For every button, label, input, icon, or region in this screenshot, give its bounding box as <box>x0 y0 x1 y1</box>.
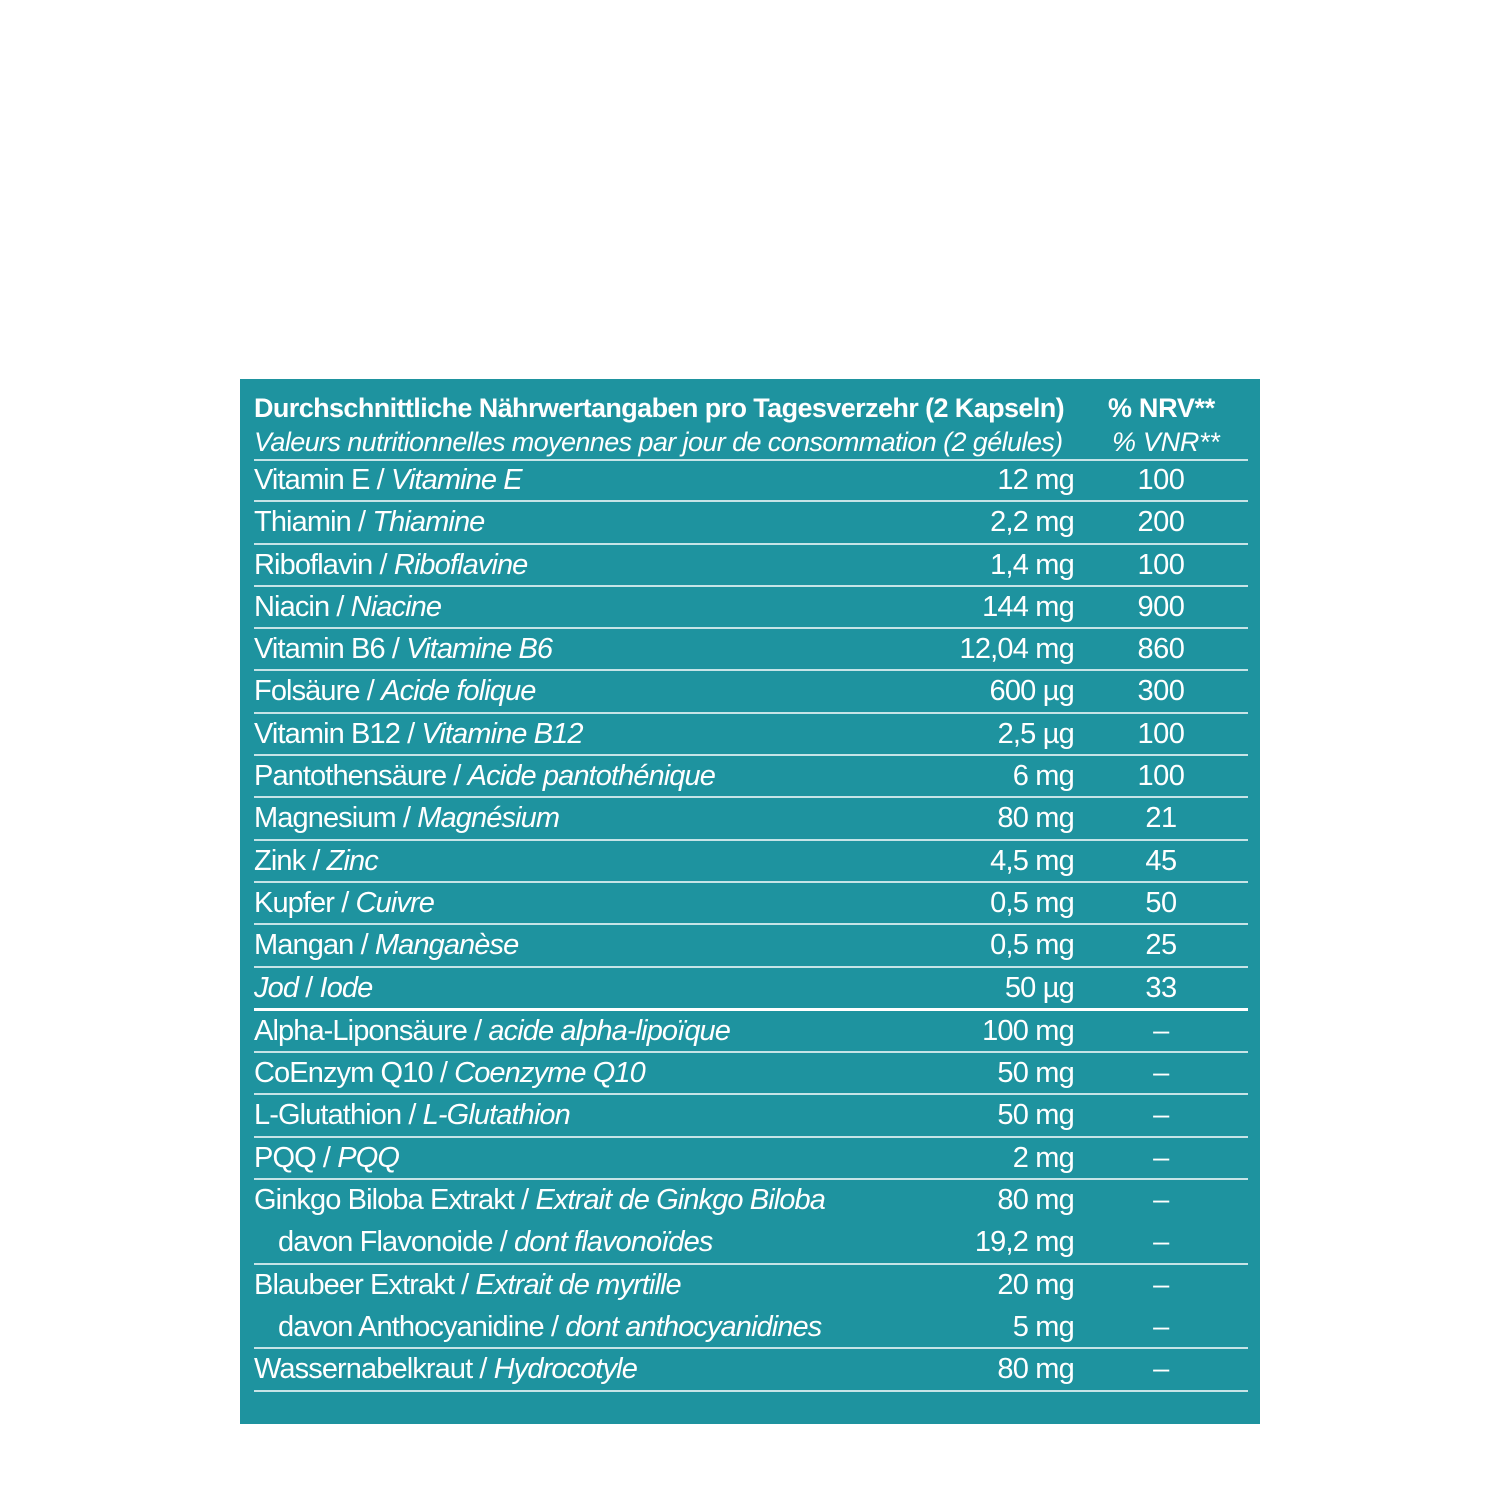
nutrient-nrv: – <box>1153 1184 1169 1217</box>
nutrient-name-fr: Coenzyme Q10 <box>454 1057 645 1090</box>
nutrient-label <box>254 506 484 539</box>
nutrient-name-de: Thiamin <box>254 506 351 539</box>
nutrient-name-de: Alpha-Liponsäure <box>254 1014 467 1047</box>
separator: / <box>472 1353 494 1386</box>
nutrient-name-fr: Riboflavine <box>393 548 528 581</box>
nutrient-amount: 19,2 mg <box>974 1226 1074 1259</box>
table-row <box>254 460 1248 502</box>
nutrient-amount: 4,5 mg <box>990 844 1074 877</box>
header-nrv-de: % NRV** <box>1108 393 1215 423</box>
separator: / <box>395 802 418 835</box>
nutrient-name-de: Folsäure <box>254 675 360 708</box>
nutrient-name-fr: Thiamine <box>372 506 485 539</box>
separator: / <box>446 760 468 793</box>
nutrient-amount: 80 mg <box>997 1184 1074 1217</box>
separator: / <box>384 633 407 666</box>
nutrient-amount: 6 mg <box>1012 760 1074 793</box>
table-row <box>254 1307 1248 1349</box>
nutrient-name-de: davon Flavonoide <box>278 1226 493 1259</box>
nutrient-label <box>254 929 518 962</box>
nutrient-amount: 50 µg <box>1004 971 1074 1004</box>
nutrient-name-fr: acide alpha-lipoïque <box>488 1014 731 1047</box>
table-row <box>254 883 1248 925</box>
nutrient-amount: 0,5 mg <box>990 929 1074 962</box>
table-row <box>254 925 1248 967</box>
nutrient-name-fr: Magnésium <box>417 802 560 835</box>
table-row <box>254 502 1248 544</box>
nutrient-nrv: – <box>1153 1268 1169 1301</box>
nutrient-name-fr: Vitamine E <box>390 464 522 496</box>
nutrient-label <box>254 1269 681 1302</box>
separator: / <box>401 1099 423 1132</box>
nutrient-amount: 600 µg <box>989 675 1074 708</box>
nutrient-amount: 80 mg <box>997 1353 1074 1386</box>
nutrient-name-fr: Vitamine B6 <box>406 633 553 666</box>
nutrient-name-fr: Acide pantothénique <box>467 760 715 793</box>
nutrient-nrv: – <box>1153 1099 1169 1132</box>
nutrient-nrv: 21 <box>1145 802 1177 835</box>
nutrient-nrv: 25 <box>1145 929 1177 962</box>
nutrient-nrv: 200 <box>1137 506 1185 539</box>
nutrient-nrv: – <box>1153 1014 1169 1047</box>
nutrient-amount: 50 mg <box>997 1099 1074 1132</box>
table-row <box>254 1180 1248 1222</box>
nutrient-amount: 2 mg <box>1012 1141 1074 1174</box>
table-header <box>254 389 1248 461</box>
header-title-de: Durchschnittliche Nährwertangaben pro Tagesverzehr (2 Kapseln) <box>254 393 1065 423</box>
nutrient-name-fr: Extrait de myrtille <box>475 1268 681 1301</box>
nutrient-amount: 100 mg <box>982 1014 1074 1047</box>
nutrient-name-fr: PQQ <box>337 1141 400 1174</box>
separator: / <box>399 717 422 750</box>
nutrient-nrv: 45 <box>1145 844 1177 877</box>
nutrient-nrv: 33 <box>1145 971 1177 1004</box>
nutrient-nrv: 100 <box>1137 464 1185 496</box>
nutrient-label <box>254 845 378 878</box>
header-nrv-fr: % VNR** <box>1112 427 1220 457</box>
nutrient-nrv: 300 <box>1137 675 1185 708</box>
nutrient-name-de: Vitamin B12 <box>254 717 400 750</box>
nutrient-nrv: 50 <box>1145 886 1177 919</box>
separator: / <box>329 590 351 623</box>
nutrient-name-fr: Manganèse <box>374 929 519 962</box>
separator: / <box>334 886 356 919</box>
nutrient-label <box>254 675 535 708</box>
nutrient-name-de: Niacin <box>254 590 330 623</box>
nutrient-name-de: Magnesium <box>254 802 396 835</box>
nutrient-name-fr: Zinc <box>326 844 378 877</box>
table-row <box>254 1222 1248 1264</box>
nutrient-name-de: Jod <box>254 971 299 1004</box>
nutrient-nrv: – <box>1153 1141 1169 1174</box>
table-row <box>254 841 1248 883</box>
nutrient-name-fr: dont flavonoïdes <box>514 1226 713 1259</box>
separator: / <box>372 548 394 581</box>
separator: / <box>369 464 391 496</box>
table-row <box>254 1349 1248 1391</box>
nutrient-label <box>254 1142 399 1175</box>
nutrient-label <box>254 1353 637 1386</box>
separator: / <box>543 1310 566 1343</box>
table-row <box>254 629 1248 671</box>
nutrient-label <box>254 1015 730 1048</box>
separator: / <box>432 1057 455 1090</box>
separator: / <box>353 929 375 962</box>
nutrient-label <box>254 1099 570 1132</box>
nutrient-amount: 12 mg <box>997 464 1074 496</box>
table-row <box>254 1011 1248 1053</box>
table-row <box>254 1095 1248 1137</box>
nutrient-amount: 2,5 µg <box>997 717 1074 750</box>
separator: / <box>315 1141 338 1174</box>
nutrient-name-de: davon Anthocyanidine <box>278 1310 544 1343</box>
nutrient-name-de: Pantothensäure <box>254 760 447 793</box>
nutrient-name-fr: Extrait de Ginkgo Biloba <box>535 1184 825 1217</box>
table-row <box>254 1265 1248 1307</box>
nutrient-label <box>254 760 715 793</box>
nutrient-amount: 2,2 mg <box>990 506 1074 539</box>
table-row <box>254 756 1248 798</box>
nutrient-amount: 12,04 mg <box>959 633 1074 666</box>
nutrient-amount: 144 mg <box>982 590 1074 623</box>
nutrient-name-de: Kupfer <box>254 886 335 919</box>
nutrient-name-de: Zink <box>254 844 306 877</box>
nutrient-name-fr: L-Glutathion <box>422 1099 570 1132</box>
separator: / <box>298 971 320 1004</box>
table-row <box>254 798 1248 840</box>
nutrient-name-de: Blaubeer Extrakt <box>254 1268 454 1301</box>
table-row <box>254 968 1248 1011</box>
nutrient-name-fr: Acide folique <box>381 675 536 708</box>
nutrient-nrv: – <box>1153 1226 1169 1259</box>
nutrient-name-de: Mangan <box>254 929 354 962</box>
nutrient-amount: 1,4 mg <box>990 548 1074 581</box>
nutrient-name-de: PQQ <box>254 1141 316 1174</box>
table-row <box>254 545 1248 587</box>
nutrient-name-de: Vitamin E <box>254 464 370 496</box>
separator: / <box>359 675 382 708</box>
table-row <box>254 1053 1248 1095</box>
table-row <box>254 714 1248 756</box>
nutrient-name-fr: Cuivre <box>355 886 434 919</box>
nutrient-name-de: Wassernabelkraut <box>254 1353 473 1386</box>
nutrient-name-de: Riboflavin <box>254 548 373 581</box>
nutrient-label <box>254 887 434 920</box>
nutrient-amount: 20 mg <box>997 1268 1074 1301</box>
nutrient-nrv: 900 <box>1137 590 1185 623</box>
nutrient-name-de: Vitamin B6 <box>254 633 385 666</box>
separator: / <box>350 506 373 539</box>
nutrient-name-de: CoEnzym Q10 <box>254 1057 433 1090</box>
nutrition-table-panel <box>240 379 1260 1424</box>
nutrient-name-fr: Niacine <box>350 590 442 623</box>
separator: / <box>466 1014 489 1047</box>
nutrient-label <box>254 633 552 666</box>
nutrient-name-de: L-Glutathion <box>254 1099 402 1132</box>
nutrient-amount: 5 mg <box>1012 1310 1074 1343</box>
table-row <box>254 1138 1248 1180</box>
nutrient-label <box>254 591 441 624</box>
nutrient-name-fr: Iode <box>319 971 373 1004</box>
header-title-fr: Valeurs nutritionnelles moyennes par jour de consommation (2 gélules) <box>254 427 1063 457</box>
table-row <box>254 587 1248 629</box>
nutrient-amount: 50 mg <box>997 1057 1074 1090</box>
nutrient-nrv: – <box>1153 1057 1169 1090</box>
nutrient-amount: 80 mg <box>997 802 1074 835</box>
nutrient-nrv: 860 <box>1137 633 1185 666</box>
nutrient-nrv: 100 <box>1137 717 1185 750</box>
separator: / <box>513 1184 536 1217</box>
nutrient-label <box>254 972 372 1005</box>
nutrient-label <box>254 549 527 582</box>
separator: / <box>492 1226 515 1259</box>
nutrient-label <box>278 1311 821 1344</box>
nutrient-rows <box>254 460 1248 1392</box>
table-row <box>254 671 1248 713</box>
nutrient-nrv: 100 <box>1137 548 1185 581</box>
nutrient-amount: 0,5 mg <box>990 886 1074 919</box>
nutrient-label <box>254 718 583 751</box>
nutrient-label <box>278 1226 712 1259</box>
nutrient-name-fr: Hydrocotyle <box>493 1353 637 1386</box>
nutrient-nrv: – <box>1153 1353 1169 1386</box>
nutrient-label <box>254 1057 645 1090</box>
separator: / <box>305 844 327 877</box>
nutrient-label <box>254 1184 825 1217</box>
nutrient-label <box>254 464 522 497</box>
nutrient-nrv: 100 <box>1137 760 1185 793</box>
nutrient-name-de: Ginkgo Biloba Extrakt <box>254 1184 514 1217</box>
separator: / <box>454 1268 476 1301</box>
nutrient-nrv: – <box>1153 1310 1169 1343</box>
nutrient-name-fr: dont anthocyanidines <box>565 1310 822 1343</box>
nutrient-label <box>254 802 559 835</box>
nutrient-name-fr: Vitamine B12 <box>421 717 583 750</box>
